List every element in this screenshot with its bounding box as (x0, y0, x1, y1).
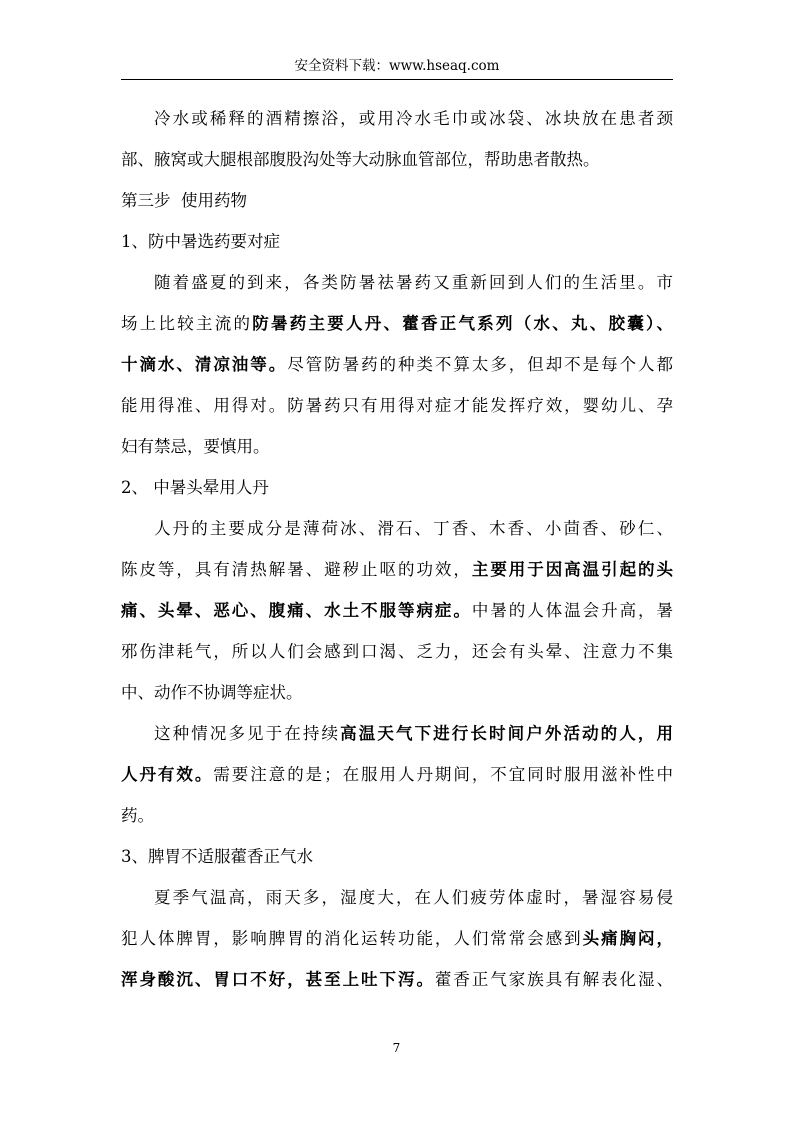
text-line (121, 508, 673, 549)
text-run: 夏季气温高，雨天多，湿度大，在人们疲劳体虚时，暑湿容易侵 (154, 888, 673, 907)
text-run: 人丹的主要成分是薄荷冰、滑石、丁香、木香、小茴香、砂仁、 (154, 519, 673, 538)
text-line (121, 713, 673, 754)
bold-run: 主要用于因高温引起的头 (471, 560, 674, 579)
text-run: 邪伤津耗气，所以人们会感到口渴、乏力，还会有头晕、注意力不集 (121, 642, 673, 661)
text-line (121, 754, 673, 795)
text-line (121, 877, 673, 918)
text-run: 尽管防暑药的种类不算太多，但却不是每个人都 (287, 355, 674, 374)
text-run: 场上比较主流的 (121, 314, 253, 333)
text-line (121, 918, 673, 959)
document-body (121, 98, 673, 1000)
text-run: 中暑的人体温会升高，暑 (471, 601, 674, 620)
text-line (121, 959, 673, 1000)
text-line (121, 139, 673, 180)
bold-run: 人丹有效。 (121, 765, 214, 784)
text-line (121, 795, 673, 836)
text-run: 药。 (121, 806, 154, 825)
subheading (121, 221, 673, 262)
paragraph (121, 98, 673, 180)
text-line (121, 426, 673, 467)
text-line (121, 344, 673, 385)
text-line (121, 590, 673, 631)
subheading (121, 836, 673, 877)
text-run: 2、 中暑头晕用人丹 (121, 478, 269, 497)
section-heading (121, 180, 673, 221)
text-line (121, 467, 673, 508)
page-header: 安全资料下载：www.hseaq.com (294, 58, 500, 74)
header-divider (121, 79, 673, 80)
page-number: 7 (392, 1041, 401, 1055)
text-line (121, 631, 673, 672)
text-run: 第三步 使用药物 (121, 191, 247, 210)
text-run: 藿香正气家族具有解表化湿、 (434, 970, 674, 989)
bold-run: 防暑药主要人丹、藿香正气系列（水、丸、胶囊）、 (252, 314, 673, 333)
paragraph (121, 713, 673, 836)
text-line (121, 672, 673, 713)
text-run: 部、腋窝或大腿根部腹股沟处等大动脉血管部位，帮助患者散热。 (121, 150, 600, 169)
bold-run: 头痛胸闷， (582, 929, 674, 948)
text-run: 妇有禁忌，要慎用。 (121, 437, 270, 456)
paragraph (121, 508, 673, 713)
text-run: 这种情况多见于在持续 (154, 724, 341, 743)
bold-run: 高温天气下进行长时间户外活动的人，用 (340, 724, 674, 743)
text-run: 能用得准、用得对。防暑药只有用得对症才能发挥疗效，婴幼儿、孕 (121, 396, 673, 415)
text-run: 犯人体脾胃，影响脾胃的消化运转功能，人们常常会感到 (121, 929, 583, 948)
text-run: 中、动作不协调等症状。 (121, 683, 303, 702)
text-run: 陈皮等，具有清热解暑、避秽止呕的功效， (121, 560, 472, 579)
text-line (121, 549, 673, 590)
text-run: 随着盛夏的到来，各类防暑祛暑药又重新回到人们的生活里。市 (154, 273, 673, 292)
text-run: 3、脾胃不适服藿香正气水 (121, 847, 313, 866)
text-line (121, 98, 673, 139)
bold-run: 痛、头晕、恶心、腹痛、水土不服等病症。 (121, 601, 472, 620)
bold-run: 浑身酸沉、胃口不好，甚至上吐下泻。 (121, 970, 435, 989)
subheading (121, 467, 673, 508)
text-line (121, 836, 673, 877)
text-line (121, 221, 673, 262)
text-run: 1、防中暑选药要对症 (121, 232, 280, 251)
text-line (121, 180, 673, 221)
bold-run: 十滴水、清凉油等。 (121, 355, 288, 374)
paragraph (121, 262, 673, 467)
text-line (121, 303, 673, 344)
text-run: 冷水或稀释的酒精擦浴，或用冷水毛巾或冰袋、冰块放在患者颈 (154, 109, 673, 128)
text-run: 需要注意的是；在服用人丹期间，不宜同时服用滋补性中 (213, 765, 674, 784)
text-line (121, 262, 673, 303)
paragraph (121, 877, 673, 1000)
text-line (121, 385, 673, 426)
